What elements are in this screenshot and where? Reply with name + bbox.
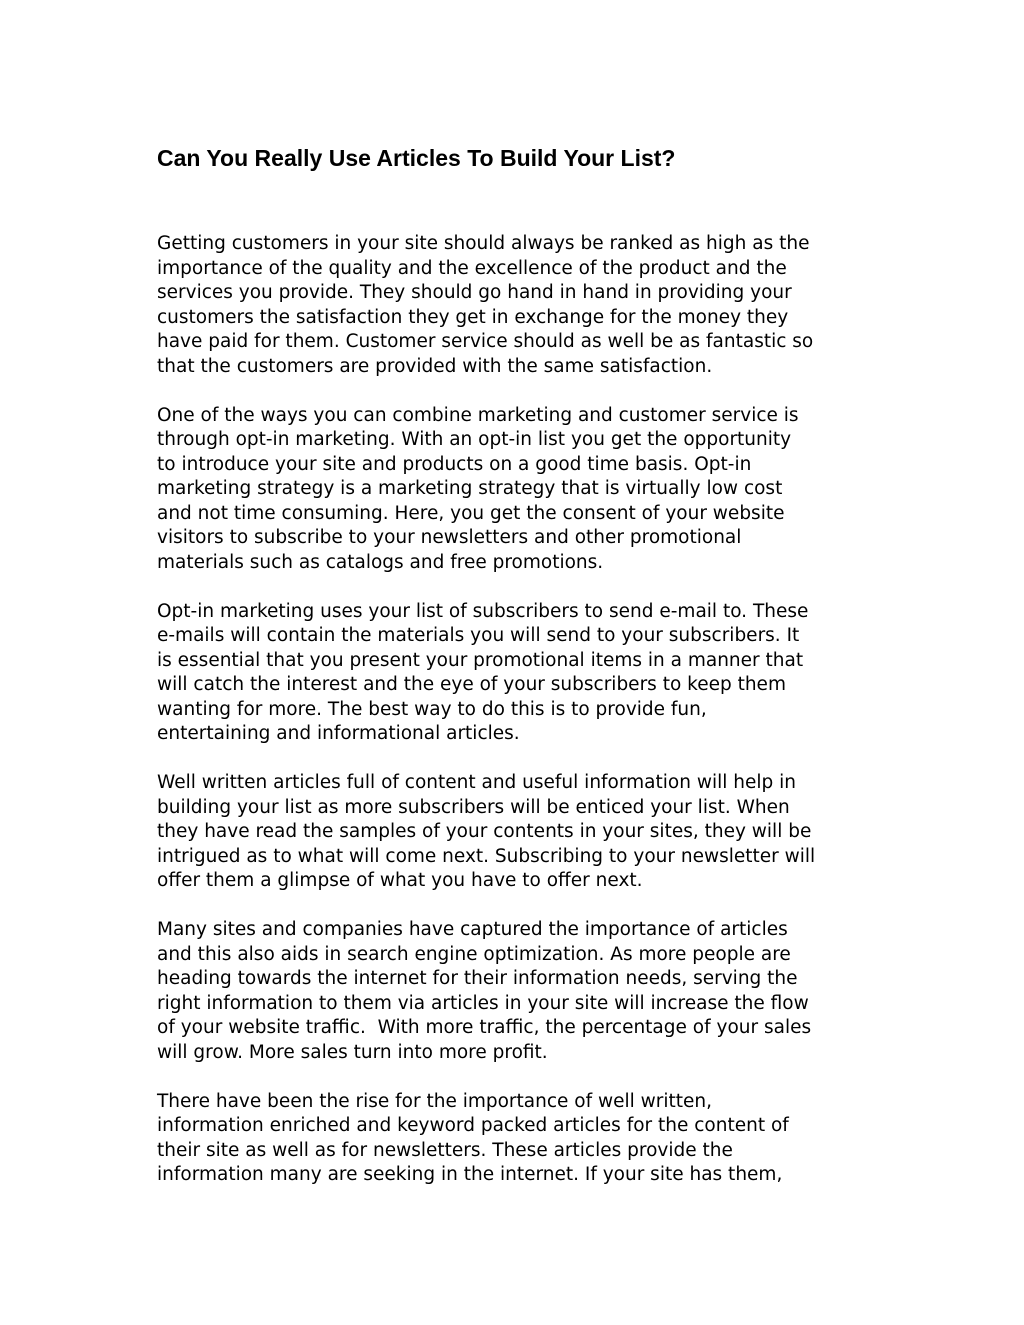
paragraph-3: Opt-in marketing uses your list of subscribers to send e-mail to. These e-mails will contain the materials you will send to your subscribers. It is essential that you present your promotional items in a manner that will catch the interest and the eye of your subscribers to keep them wanting for more. The best way to do this is to provide fun, entertaining and informational articles. bbox=[157, 600, 809, 744]
article-body bbox=[157, 232, 917, 1212]
paragraph-4: Well written articles full of content and useful information will help in building your list as more subscribers will be enticed your list. When they have read the samples of your contents in your sites, they will be intrigued as to what will come next. Subscribing to your newsletter will offer them a glimpse of what you have to offer next. bbox=[157, 772, 816, 891]
paragraph-6: There have been the rise for the importance of well written, information enriched and keyword packed articles for the content of their site as well as for newsletters. These articles provide the information many are seeking in the internet. If your site has them, bbox=[157, 1090, 789, 1185]
paragraph-5: Many sites and companies have captured the importance of articles and this also aids in search engine optimization. As more people are heading towards the internet for their information needs, serving the right information to them via articles in your site will increase the flow of your website traffic. With more traffic, the percentage of your sales will grow. More sales turn into more profit. bbox=[157, 919, 812, 1063]
page-title: Can You Really Use Articles To Build Your List? bbox=[157, 145, 676, 171]
paragraph-1: Getting customers in your site should always be ranked as high as the importance of the quality and the excellence of the product and the services you provide. They should go hand in hand in providing your customers the satisfaction they get in exchange for the money they have paid for them. Customer service should as well be as fantastic so that the customers are provided with the same satisfaction. bbox=[157, 233, 814, 377]
paragraph-2: One of the ways you can combine marketing and customer service is through opt-in marketing. With an opt-in list you get the opportunity to introduce your site and products on a good time basis. Opt-in marketing strategy is a marketing strategy that is virtually low cost and not time consuming. Here, you get the consent of your website visitors to subscribe to your newsletters and other promotional materials such as catalogs and free promotions. bbox=[157, 404, 799, 573]
